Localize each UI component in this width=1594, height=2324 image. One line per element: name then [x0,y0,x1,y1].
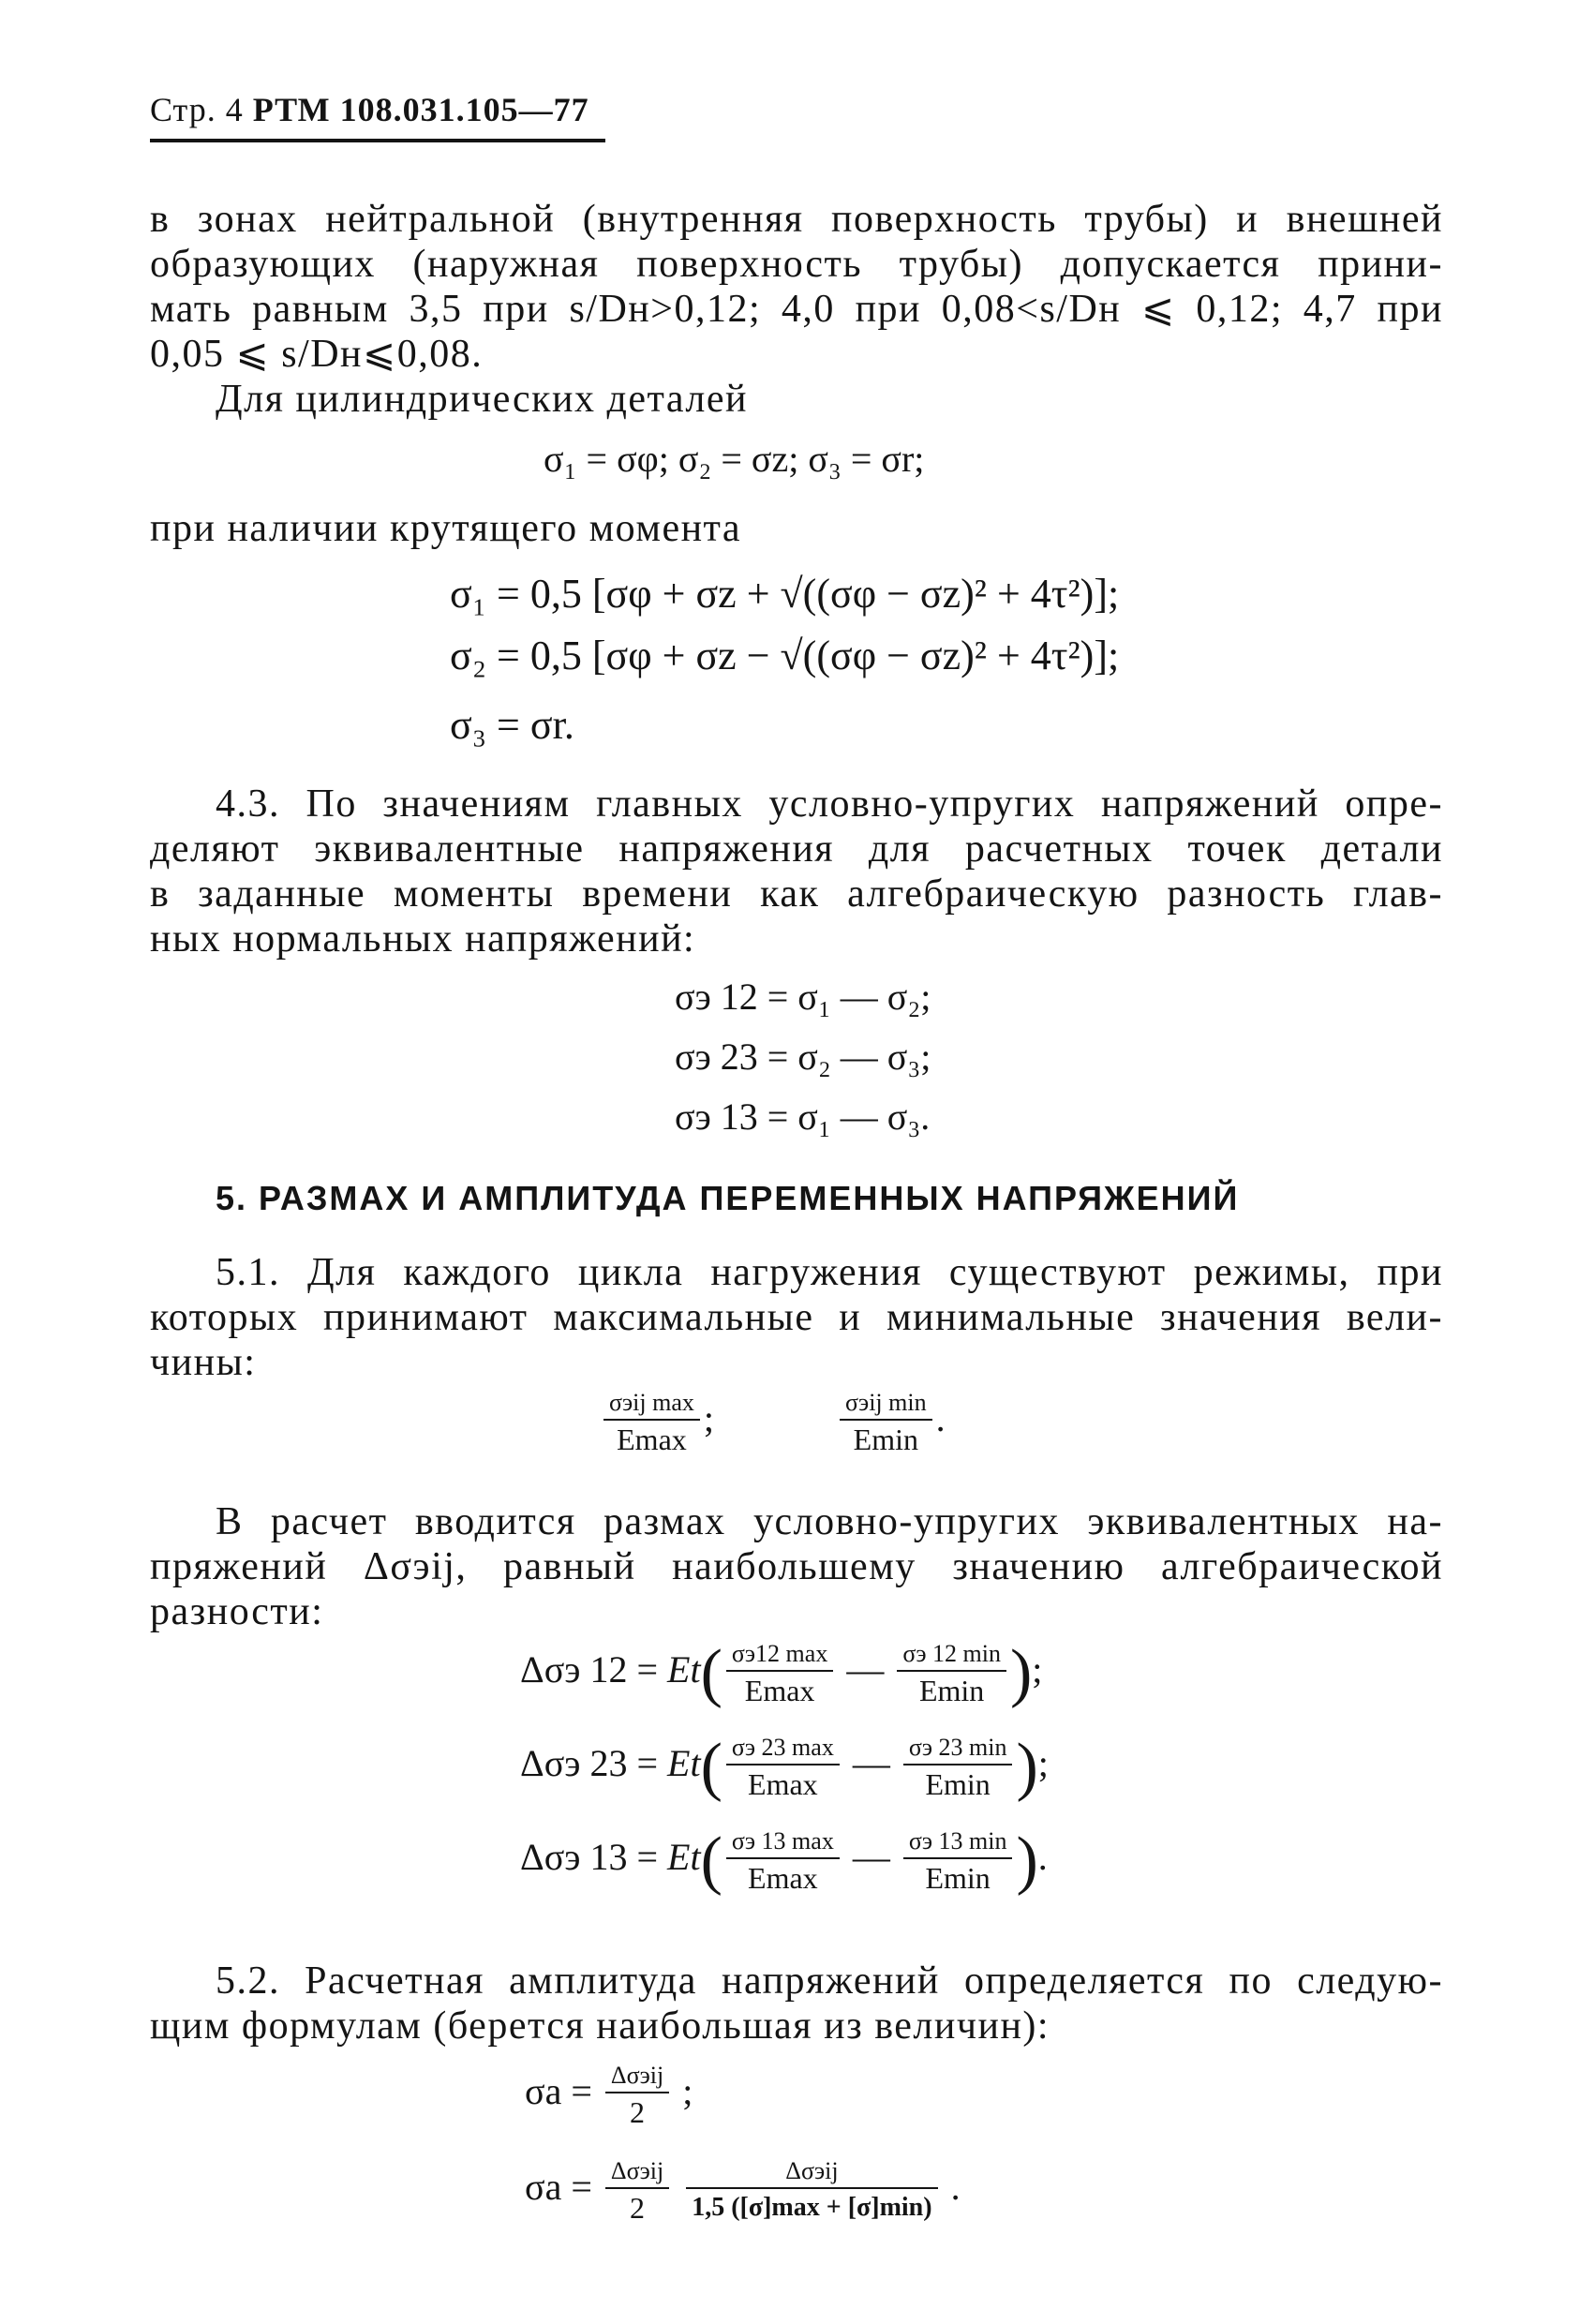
header-rule [150,139,605,142]
para52-line1: 5.2. Расчетная амплитуда напряжений определяется по следую- [216,1959,1443,2003]
fraction-separator: ; [703,1397,715,1440]
fraction-min-numerator: σэij min [840,1387,932,1421]
equivalent-stress-23: σэ 23 = σ₂ — σ₃; [675,1035,931,1078]
para51-line1: 5.1. Для каждого цикла нагружения существуют режимы, при [216,1251,1443,1294]
para43-line4: ных нормальных напряжений: [150,917,696,961]
range-eq-den-max: Emax [748,1767,818,1801]
range-equation-13: Δσэ 13 = Et( $\frac{\sigma э 13 \max}{Emax}$ — $\frac{\sigma э 13 \min}{Emin}$ ). [520,1825,1048,1897]
amp-eq-num-1: Δσэij [605,2155,669,2189]
range-eq-num-max: σэ 13 max [726,1825,840,1859]
section-5-heading: 5. РАЗМАХ И АМПЛИТУДА ПЕРЕМЕННЫХ НАПРЯЖЕНИЙ [216,1179,1240,1217]
amp-eq-den: 2 [630,2095,646,2129]
fraction-min [840,1387,932,1458]
range-line1: В расчет вводится размах условно-упругих эквивалентных на- [216,1500,1443,1543]
range-eq-den-max: Emax [748,1861,818,1895]
para43-line3: в заданные моменты времени как алгебраическую разность глав- [150,872,1443,916]
torque-equation-1: σ₁ = 0,5 [σφ + σz + √((σφ − σz)² + 4τ²)]; [450,571,1120,617]
fraction-end: . [935,1397,946,1440]
range-eq-coef: Et [667,1742,701,1785]
fraction-max-numerator: σэij max [603,1387,700,1421]
amp-eq-end: ; [682,2070,693,2113]
range-eq-den-min: Emin [925,1861,991,1895]
range-eq-coef: Et [667,1836,701,1879]
range-eq-num-min: σэ 13 min [903,1825,1013,1859]
torque-intro: при наличии крутящего момента [150,507,742,550]
amp-eq-lhs: σa = [525,2166,592,2209]
page-header [150,90,589,129]
torque-equation-2: σ₂ = 0,5 [σφ + σz − √((σφ − σz)² + 4τ²)]; [450,633,1120,678]
range-equation-23: Δσэ 23 = Et( $\frac{\sigma э 23 \max}{Emax}$ — $\frac{\sigma э 23 \min}{Emin}$ ); [520,1731,1049,1803]
doc-code: РТМ 108.031.105—77 [252,91,589,128]
amp-eq-end: . [950,2166,961,2209]
range-eq-lhs: Δσэ 13 [520,1836,628,1879]
para51-line2: которых принимают максимальные и минимальные значения вели- [150,1296,1443,1339]
range-eq-num-min: σэ 23 min [903,1732,1013,1765]
range-eq-coef: Et [667,1648,701,1691]
para51-line3: чины: [150,1341,257,1384]
fraction-max-denominator: Emax [617,1423,687,1456]
range-eq-lhs: Δσэ 12 [520,1648,628,1691]
range-equation-12: Δσэ 12 = Et( $\frac{\sigma э12 \max}{Emax}$ — $\frac{\sigma э 12 \min}{Emin}$ ); [520,1637,1043,1709]
cylindrical-equation: σ₁ = σφ; σ₂ = σz; σ₃ = σr; [544,438,925,480]
equivalent-stress-13: σэ 13 = σ₁ — σ₃. [675,1095,931,1138]
range-eq-num-max: σэ12 max [726,1638,833,1672]
para1-line1: в зонах нейтральной (внутренняя поверхность трубы) и внешней [150,198,1443,241]
range-eq-den-max: Emax [744,1674,815,1707]
range-eq-den-min: Emin [918,1674,985,1707]
amp-eq-lhs: σa = [525,2070,592,2113]
amplitude-equation-2 [525,2155,961,2227]
max-min-fractions [600,1387,946,1458]
range-eq-end: . [1037,1836,1048,1879]
page-label: Стр. 4 [150,91,244,128]
fraction-max [603,1387,700,1458]
para1-line3: мать равным 3,5 при s/Dн>0,12; 4,0 при 0,08<s/Dн ⩽ 0,12; 4,7 при [150,288,1443,331]
range-eq-num-min: σэ 12 min [897,1638,1006,1672]
range-eq-end: ; [1032,1648,1043,1691]
para1-line4: 0,05 ⩽ s/Dн⩽0,08. [150,333,484,376]
para1-line2: образующих (наружная поверхность трубы) допускается прини- [150,243,1443,286]
amp-eq-den-1: 2 [630,2191,646,2225]
range-eq-end: ; [1037,1742,1049,1785]
range-eq-den-min: Emin [925,1767,991,1801]
amplitude-equation-1 [525,2060,693,2131]
range-eq-lhs: Δσэ 23 [520,1742,628,1785]
para52-line2: щим формулам (берется наибольшая из величин): [150,2004,1050,2048]
cylindrical-intro: Для цилиндрических деталей [216,378,748,421]
equivalent-stress-12: σэ 12 = σ₁ — σ₂; [675,976,931,1018]
torque-equation-3: σ₃ = σr. [450,702,574,748]
para43-line2: деляют эквивалентные напряжения для расчетных точек детали [150,827,1443,871]
range-line2: пряжений Δσэij, равный наибольшему значению алгебраической [150,1545,1443,1588]
amp-eq-den-2: 1,5 ([σ]max + [σ]min) [692,2193,932,2222]
range-line3: разности: [150,1590,324,1633]
amp-eq-num-2: Δσэij [686,2155,937,2189]
para43-line1: 4.3. По значениям главных условно-упругих напряжений опре- [216,782,1443,826]
amp-eq-num: Δσэij [605,2060,669,2093]
fraction-min-denominator: Emin [853,1423,918,1456]
range-eq-num-max: σэ 23 max [726,1732,840,1765]
